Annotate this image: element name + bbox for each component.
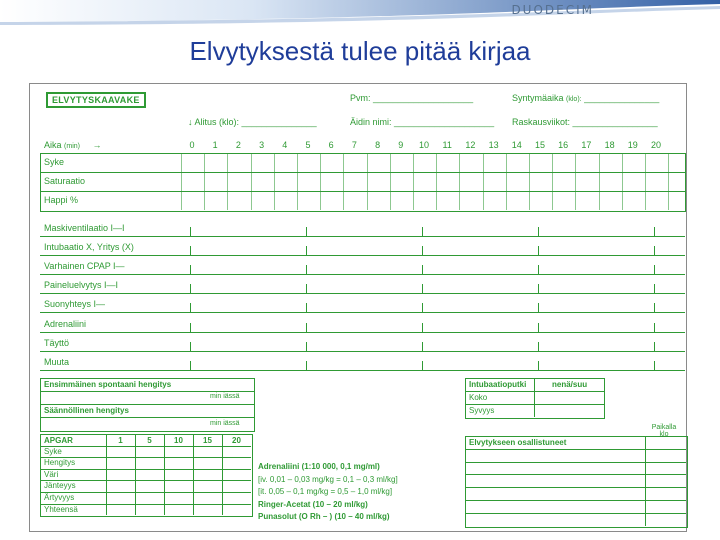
start-time-line: _______________ <box>241 117 317 127</box>
treatment-row-line <box>40 332 685 333</box>
quarter-tick <box>538 284 539 293</box>
minute-number: 4 <box>282 140 288 150</box>
quarter-tick <box>654 323 655 332</box>
treatment-row-line <box>40 255 685 256</box>
column-divider <box>367 153 368 210</box>
quarter-tick <box>306 342 307 351</box>
column-divider <box>390 153 391 210</box>
quarter-tick <box>190 361 191 370</box>
minute-number: 8 <box>375 140 381 150</box>
resuscitation-form <box>29 83 687 532</box>
treatment-row-line <box>40 293 685 294</box>
apgar-row-label: Väri <box>44 469 59 479</box>
column-divider <box>343 153 344 210</box>
minute-number: 6 <box>328 140 334 150</box>
mother-name-label: Äidin nimi: <box>350 117 392 127</box>
quarter-tick <box>538 246 539 255</box>
minute-number: 14 <box>511 140 522 150</box>
participants-row-line <box>465 487 686 488</box>
mother-name-field <box>350 117 494 127</box>
column-divider <box>227 153 228 210</box>
apgar-minute-col: 10 <box>174 436 183 445</box>
quarter-tick <box>190 265 191 274</box>
participants-row-line <box>465 513 686 514</box>
intubation-depth: Syvyys <box>469 406 495 415</box>
drug-dosing-line: [iv. 0,01 – 0,03 mg/kg = 0,1 – 0,3 ml/kg] <box>258 474 398 484</box>
treatment-row-line <box>40 236 685 237</box>
apgar-minute-col: 1 <box>118 436 123 445</box>
quarter-tick <box>538 361 539 370</box>
quarter-tick <box>306 323 307 332</box>
treatment-row-label: Täyttö <box>44 337 70 348</box>
minute-number: 1 <box>212 140 218 150</box>
quarter-tick <box>422 246 423 255</box>
regular-breath-unit: min iässä <box>210 420 240 427</box>
time-header <box>44 140 102 150</box>
apgar-row-line <box>40 446 251 447</box>
treatment-row-label: Paineluelvytys I—I <box>44 280 119 291</box>
start-time-label: ↓ Alitus (klo): <box>188 117 240 127</box>
gestation-line: _________________ <box>572 117 658 127</box>
apgar-minute-col: 20 <box>232 436 241 445</box>
mother-name-line: ____________________ <box>394 117 495 127</box>
quarter-tick <box>538 265 539 274</box>
apgar-minute-col: 15 <box>203 436 212 445</box>
participants-row-line <box>465 500 686 501</box>
drug-dosing-line: Punasolut (O Rh – ) (10 – 40 ml/kg) <box>258 512 390 522</box>
column-divider <box>552 153 553 210</box>
column-divider <box>506 153 507 210</box>
column-divider <box>297 153 298 210</box>
minute-number: 3 <box>259 140 265 150</box>
minute-number: 2 <box>235 140 241 150</box>
header-swoosh-graphic <box>0 0 720 26</box>
minute-number: 0 <box>189 140 195 150</box>
treatment-row-line <box>40 274 685 275</box>
apgar-row-label: Syke <box>44 446 62 456</box>
intubation-size: Koko <box>469 393 488 402</box>
gestation-field <box>512 117 658 127</box>
slide-title: Elvytyksestä tulee pitää kirjaa <box>189 36 531 66</box>
column-divider <box>622 153 623 210</box>
minute-number: 5 <box>305 140 311 150</box>
quarter-tick <box>422 361 423 370</box>
quarter-tick <box>306 284 307 293</box>
apgar-row-label: Ärtyvyys <box>44 493 75 502</box>
treatment-row-line <box>40 312 685 313</box>
apgar-title: APGAR <box>44 436 73 445</box>
participants-row-line <box>465 449 686 450</box>
column-divider <box>645 153 646 210</box>
present-line1: Paikalla <box>651 424 677 431</box>
quarter-tick <box>306 361 307 370</box>
participants-row-line <box>465 474 686 475</box>
treatment-row-label: Intubaatio X, Yritys (X) <box>44 242 134 253</box>
birth-time-label: Syntymäaika <box>512 93 564 103</box>
column-divider <box>251 153 252 210</box>
quarter-tick <box>422 323 423 332</box>
column-divider <box>668 153 669 210</box>
minute-number: 17 <box>581 140 592 150</box>
time-unit: (min) <box>64 143 80 150</box>
quarter-tick <box>422 265 423 274</box>
vitals-grid <box>40 153 686 212</box>
column-divider <box>483 153 484 210</box>
participants-row-line <box>465 462 686 463</box>
intubation-title: Intubaatioputki <box>469 380 527 389</box>
column-divider <box>320 153 321 210</box>
time-label: Aika <box>44 140 62 150</box>
quarter-tick <box>654 246 655 255</box>
minute-number: 9 <box>398 140 404 150</box>
quarter-tick <box>538 323 539 332</box>
present-line2: klo <box>659 431 669 438</box>
quarter-tick <box>306 227 307 236</box>
column-divider <box>529 153 530 210</box>
quarter-tick <box>190 303 191 312</box>
column-divider <box>436 153 437 210</box>
treatment-row-label: Maskiventilaatio I—I <box>44 223 125 233</box>
start-time-field <box>188 117 317 127</box>
column-divider <box>413 153 414 210</box>
form-title: ELVYTYSKAAVAKE <box>46 92 146 108</box>
first-breath-unit: min iässä <box>210 393 240 400</box>
apgar-row-line <box>40 469 251 470</box>
quarter-tick <box>306 246 307 255</box>
column-divider <box>204 153 205 210</box>
vital-row-label: Happi % <box>44 195 79 205</box>
drug-dosing-line: Adrenaliini (1:10 000, 0,1 mg/ml) <box>258 462 380 471</box>
column-divider <box>274 153 275 210</box>
participants-title: Elvytykseen osallistuneet <box>469 438 567 447</box>
gestation-label: Raskausviikot: <box>512 117 571 127</box>
first-breath-title: Ensimmäinen spontaani hengitys <box>44 380 172 389</box>
date-line: ____________________ <box>373 93 474 103</box>
vital-row-label: Saturaatio <box>44 176 86 186</box>
quarter-tick <box>654 284 655 293</box>
quarter-tick <box>654 342 655 351</box>
quarter-tick <box>422 227 423 236</box>
treatment-row-label: Varhainen CPAP I— <box>44 261 125 272</box>
time-arrow: → <box>92 140 102 150</box>
apgar-row-label: Hengitys <box>44 458 76 468</box>
quarter-tick <box>190 246 191 255</box>
apgar-row-label: Jänteyys <box>44 481 76 491</box>
drug-dosing-line: [it. 0,05 – 0,1 mg/kg = 0,5 – 1,0 ml/kg] <box>258 487 393 497</box>
quarter-tick <box>538 303 539 312</box>
quarter-tick <box>190 323 191 332</box>
minute-number: 7 <box>351 140 357 150</box>
quarter-tick <box>654 265 655 274</box>
quarter-tick <box>306 265 307 274</box>
minute-number: 15 <box>534 140 545 150</box>
vital-row-label: Syke <box>44 157 65 167</box>
treatment-row-label: Adrenaliini <box>44 318 87 329</box>
apgar-minute-col: 5 <box>147 436 152 445</box>
birth-time-line: _______________ <box>584 93 660 103</box>
minute-number: 20 <box>650 140 661 150</box>
quarter-tick <box>190 342 191 351</box>
row-divider <box>40 191 685 192</box>
quarter-tick <box>538 342 539 351</box>
column-divider <box>181 153 182 210</box>
quarter-tick <box>654 361 655 370</box>
column-divider <box>599 153 600 210</box>
quarter-tick <box>422 284 423 293</box>
quarter-tick <box>538 227 539 236</box>
treatment-row-label: Suonyhteys I— <box>44 299 106 310</box>
intubation-nose-mouth: nenä/suu <box>552 380 588 389</box>
birth-time-field <box>512 93 659 103</box>
minute-number: 13 <box>488 140 499 150</box>
drug-dosing-line: Ringer-Acetat (10 – 20 ml/kg) <box>258 499 368 509</box>
minute-number: 11 <box>442 140 452 150</box>
apgar-row-label: Yhteensä <box>44 504 78 514</box>
column-divider <box>459 153 460 210</box>
quarter-tick <box>306 303 307 312</box>
minute-number: 18 <box>604 140 615 150</box>
regular-breath-title: Säännöllinen hengitys <box>44 406 129 415</box>
quarter-tick <box>190 227 191 236</box>
quarter-tick <box>422 303 423 312</box>
quarter-tick <box>654 227 655 236</box>
minute-number: 19 <box>627 140 638 150</box>
quarter-tick <box>654 303 655 312</box>
minute-number: 12 <box>465 140 476 150</box>
date-field <box>350 93 473 103</box>
treatment-row-line <box>40 370 685 371</box>
date-label: Pvm: <box>350 93 371 103</box>
birth-time-unit: (klo): <box>566 96 582 103</box>
row-divider <box>40 172 685 173</box>
treatment-row-label: Muuta <box>44 356 70 367</box>
quarter-tick <box>190 284 191 293</box>
minute-number: 16 <box>558 140 569 150</box>
brand-logo-text: DUODECIM <box>511 3 594 17</box>
minute-number: 10 <box>418 140 429 150</box>
quarter-tick <box>422 342 423 351</box>
column-divider <box>575 153 576 210</box>
treatment-row-line <box>40 351 685 352</box>
